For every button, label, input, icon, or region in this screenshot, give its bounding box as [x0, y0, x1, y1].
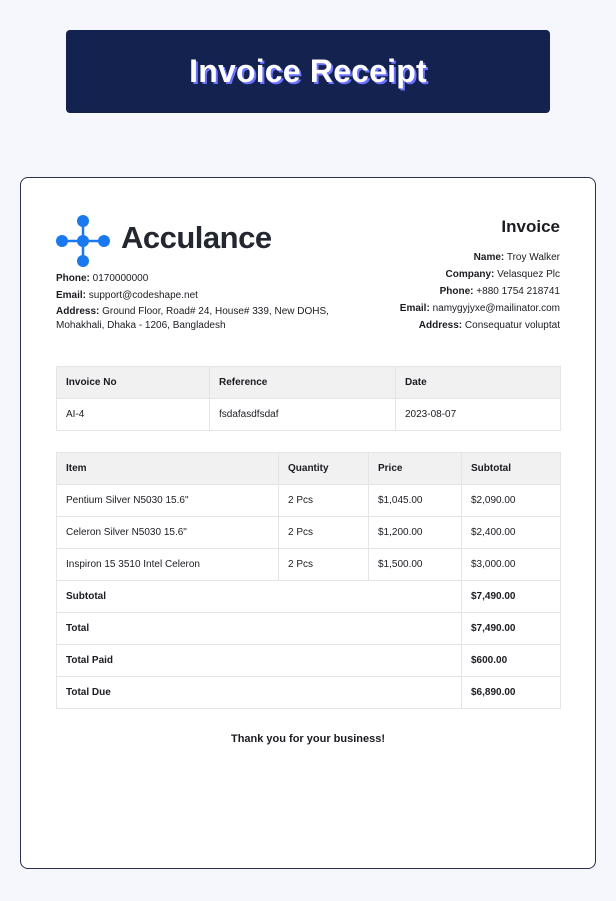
meta-header-invoice-no: Invoice No: [57, 367, 210, 399]
summary-label: Total: [57, 613, 462, 645]
meta-header-reference: Reference: [210, 367, 396, 399]
item-subtotal: $3,000.00: [462, 549, 561, 581]
meta-invoice-no: AI-4: [57, 399, 210, 431]
summary-value: $7,490.00: [462, 581, 561, 613]
summary-value: $7,490.00: [462, 613, 561, 645]
items-header-item: Item: [57, 453, 279, 485]
client-phone: Phone: +880 1754 218741: [439, 286, 560, 297]
items-header-subtotal: Subtotal: [462, 453, 561, 485]
summary-row-total: [57, 613, 561, 645]
table-row: [57, 517, 561, 549]
summary-label: Total Paid: [57, 645, 462, 677]
item-name: Celeron Silver N5030 15.6": [57, 517, 279, 549]
items-header-row: [57, 453, 561, 485]
company-info: [56, 270, 336, 333]
item-quantity: 2 Pcs: [279, 517, 369, 549]
item-name: Inspiron 15 3510 Intel Celeron: [57, 549, 279, 581]
items-header-quantity: Quantity: [279, 453, 369, 485]
client-email: Email: namygyjyxe@mailinator.com: [399, 303, 560, 314]
invoice-title: Invoice: [501, 217, 560, 236]
company-address: Address: Ground Floor, Road# 24, House# 339, New DOHS, Mohakhali, Dhaka - 1206, Bangladesh: [56, 306, 329, 331]
item-subtotal: $2,400.00: [462, 517, 561, 549]
item-price: $1,500.00: [369, 549, 462, 581]
meta-date: 2023-08-07: [396, 399, 561, 431]
item-quantity: 2 Pcs: [279, 549, 369, 581]
summary-label: Subtotal: [57, 581, 462, 613]
summary-value: $6,890.00: [462, 677, 561, 709]
acculance-logo-icon: [56, 215, 116, 267]
item-subtotal: $2,090.00: [462, 485, 561, 517]
summary-row-subtotal: [57, 581, 561, 613]
meta-value-row: [57, 399, 561, 431]
banner: [66, 30, 550, 113]
table-row: [57, 549, 561, 581]
meta-header-row: [57, 367, 561, 399]
items-table: [56, 452, 561, 709]
invoice-meta-table: [56, 366, 561, 431]
item-quantity: 2 Pcs: [279, 485, 369, 517]
item-name: Pentium Silver N5030 15.6": [57, 485, 279, 517]
item-price: $1,200.00: [369, 517, 462, 549]
client-company: Company: Velasquez Plc: [445, 269, 560, 280]
company-email: Email: support@codeshape.net: [56, 290, 198, 301]
invoice-card: [20, 177, 596, 869]
banner-title: Invoice Receipt: [189, 53, 427, 89]
client-address: Address: Consequatur voluptat: [418, 320, 560, 331]
item-price: $1,045.00: [369, 485, 462, 517]
meta-reference: fsdafasdfsdaf: [210, 399, 396, 431]
client-info: [400, 249, 560, 334]
thank-you-note: Thank you for your business!: [230, 733, 386, 745]
summary-row-total-paid: [57, 645, 561, 677]
items-header-price: Price: [369, 453, 462, 485]
table-row: [57, 485, 561, 517]
summary-value: $600.00: [462, 645, 561, 677]
meta-header-date: Date: [396, 367, 561, 399]
summary-row-total-due: [57, 677, 561, 709]
brand-name: Acculance: [121, 220, 272, 255]
summary-label: Total Due: [57, 677, 462, 709]
client-name: Name: Troy Walker: [473, 252, 560, 263]
company-phone: Phone: 0170000000: [56, 273, 149, 284]
